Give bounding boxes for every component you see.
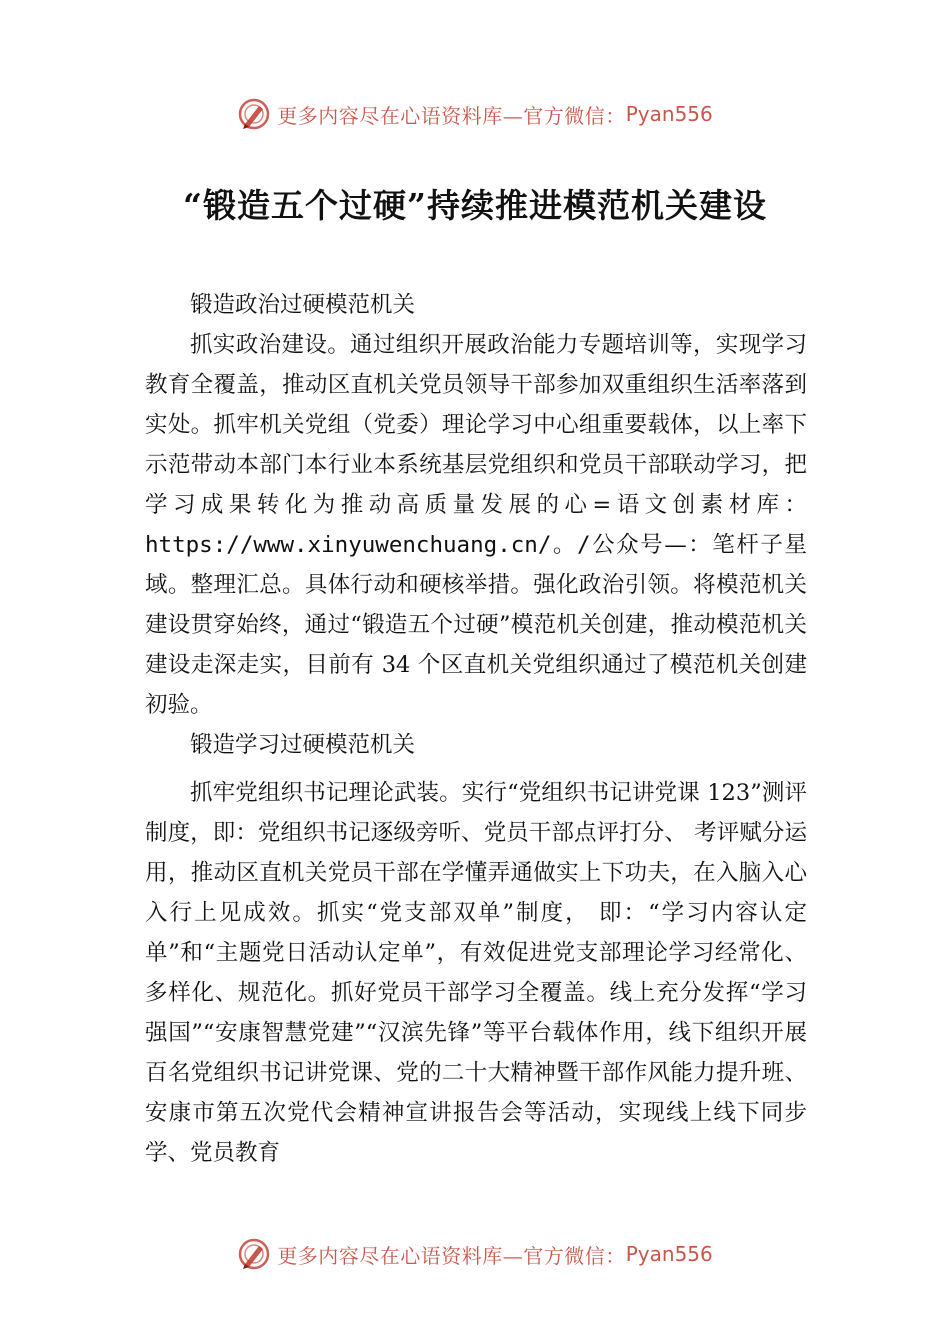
document-body — [145, 285, 807, 1173]
watermark-wechat-id: Pyan556 — [625, 102, 713, 126]
header-watermark — [0, 94, 950, 134]
section-paragraph: 抓牢党组织书记理论武装。实行“党组织书记讲党课 123”测评制度，即：党组织书记逐级旁听、党员干部点评打分、 考评赋分运用，推动区直机关党员干部在学懂弄通做实上下功夫，在入脑入心入行上见成效。抓实“党支部双单”制度， 即：“学习内容认定单”和“主题党日活动认定单”，有效促进党支部理论学习经常化、多样化、规范化。抓好党员干部学习全覆盖。线上充分发挥“学习强国”“安康智慧党建”“汉滨先锋”等平台载体作用，线下组织开展百名党组织书记讲党课、党的二十大精神暨干部作风能力提升班、安康市第五次党代会精神宣讲报告会等活动，实现线上线下同步学、党员教育 — [145, 780, 807, 1166]
section-heading: 锻造政治过硬模范机关 — [190, 292, 416, 318]
pen-logo-icon — [237, 97, 271, 131]
section-paragraph — [145, 325, 807, 725]
url-text: https://www.xinyuwenchuang.cn/。/ — [145, 532, 591, 558]
paragraph-text: 公众号—：笔杆子星域。整理汇总。具体行动和硬核举措。强化政治引领。将模范机关建设贯穿始终，通过“锻造五个过硬”模范机关创建，推动模范机关建设走深走实，目前有 34 个区直机关党组织通过了模范机关创建初验。 — [145, 532, 807, 718]
footer-watermark — [0, 1234, 950, 1274]
document-title: “锻造五个过硬”持续推进模范机关建设 — [183, 186, 767, 225]
section-heading: 锻造学习过硬模范机关 — [190, 732, 416, 758]
pen-logo-icon — [237, 1237, 271, 1271]
watermark-wechat-id: Pyan556 — [625, 1242, 713, 1266]
watermark-text: 更多内容尽在心语资料库—官方微信： — [277, 1243, 626, 1268]
paragraph-text: 抓实政治建设。通过组织开展政治能力专题培训等，实现学习教育全覆盖，推动区直机关党员领导干部参加双重组织生活率落到实处。抓牢机关党组（党委）理论学习中心组重要载体，以上率下示范带动本部门本行业本系统基层党组织和党员干部联动学习，把学习成果转化为推动高质量发展的心=语文创素材库： — [145, 332, 807, 518]
watermark-text: 更多内容尽在心语资料库—官方微信： — [277, 103, 626, 128]
